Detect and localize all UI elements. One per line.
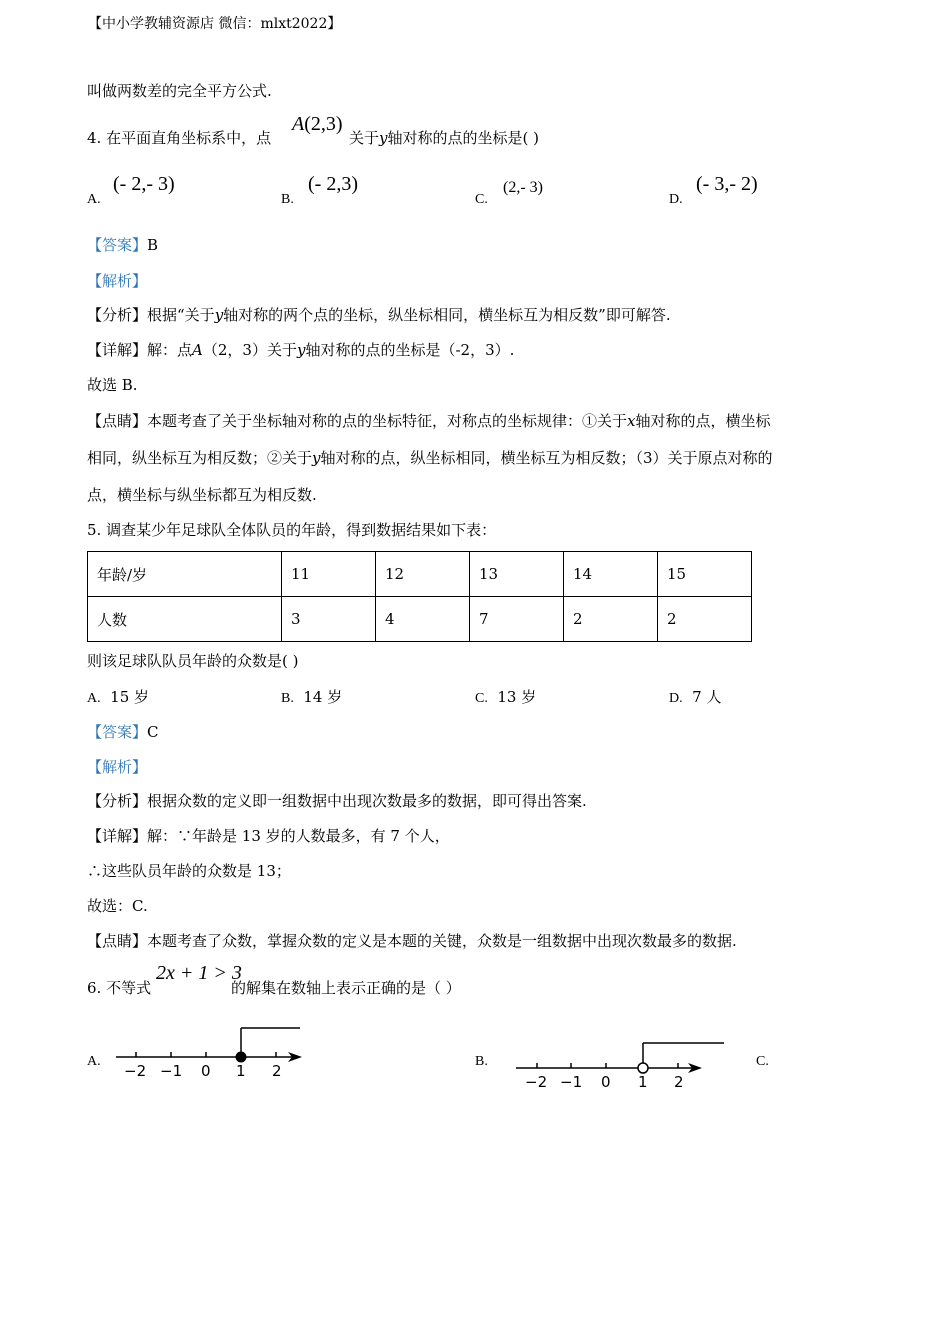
tick-label: 2 <box>272 1062 282 1080</box>
q4-stem <box>87 128 271 148</box>
q5-fenxi <box>87 791 587 811</box>
q4-note-line3: 点，横坐标与纵坐标都互为相反数. <box>87 486 317 504</box>
q6-inequality: 2x + 1 > 3 <box>156 962 242 984</box>
q4-note-line1 <box>87 411 771 431</box>
q6-stem-suffix: 的解集在数轴上表示正确的是（ ） <box>231 979 461 997</box>
q4-point-label: A <box>292 113 305 135</box>
table-cell: 2 <box>564 597 658 642</box>
option-letter: B. <box>281 691 294 706</box>
note-line1-var: x <box>627 412 636 430</box>
fenxi-text-a: 根据“关于 <box>147 306 215 324</box>
fenxi-text-b: 轴对称的两个点的坐标，纵坐标相同，横坐标互为相反数”即可解答. <box>223 306 671 324</box>
option-value: 13 岁 <box>497 688 537 706</box>
q5-analysis-tag: 【解析】 <box>87 758 148 776</box>
note-line2-var: y <box>312 449 321 467</box>
q5-note <box>87 931 737 951</box>
tick-label: −2 <box>525 1073 548 1091</box>
detail-tag: 【详解】 <box>87 827 148 845</box>
q5-stem: 5. 调查某少年足球队全体队员的年龄，得到数据结果如下表： <box>87 521 497 539</box>
tick-label: 2 <box>674 1073 684 1091</box>
q4-answer <box>87 235 158 255</box>
note-line1-b: 轴对称的点，横坐标 <box>635 412 771 430</box>
option-value: 15 岁 <box>110 688 150 706</box>
note-line1-a: 本题考查了关于坐标轴对称的点的坐标特征，对称点的坐标规律：①关于 <box>147 412 628 430</box>
table-cell: 12 <box>376 552 470 597</box>
tick-label: −1 <box>160 1062 183 1080</box>
tick-label: −1 <box>560 1073 583 1091</box>
q4-analysis-tag: 【解析】 <box>87 272 148 290</box>
detail-var: A <box>192 341 203 359</box>
q5-answer <box>87 722 159 742</box>
table-cell: 3 <box>282 597 376 642</box>
q4-option-d-letter: D. <box>669 192 683 207</box>
note-tag: 【点睛】 <box>87 932 148 950</box>
tick-label: 1 <box>236 1062 246 1080</box>
table-cell: 2 <box>658 597 752 642</box>
answer-tag: 【答案】 <box>87 723 148 741</box>
table-cell: 14 <box>564 552 658 597</box>
q5-choose: 故选：C. <box>87 897 148 915</box>
table-cell: 4 <box>376 597 470 642</box>
table-cell: 11 <box>282 552 376 597</box>
detail-var2: y <box>296 341 306 359</box>
option-letter: D. <box>669 691 683 706</box>
table-row <box>88 597 752 642</box>
q4-suffix-b: 轴对称的点的坐标是( ) <box>387 129 539 147</box>
q4-stem-suffix <box>349 128 539 148</box>
table-cell: 7 <box>470 597 564 642</box>
q6-option-a-number-line <box>110 1022 310 1082</box>
note-text: 本题考查了众数，掌握众数的定义是本题的关键，众数是一组数据中出现次数最多的数据. <box>147 932 737 950</box>
q4-option-b-value: (- 2,3) <box>308 173 358 195</box>
intro-tail: 叫做两数差的完全平方公式. <box>87 82 272 100</box>
q4-note-line2 <box>87 448 773 468</box>
q5-question: 则该足球队队员年龄的众数是( ) <box>87 652 299 670</box>
note-tag: 【点睛】 <box>87 412 148 430</box>
answer-tag: 【答案】 <box>87 236 148 254</box>
q6-option-c-letter: C. <box>756 1054 769 1069</box>
fenxi-var: y <box>214 306 224 324</box>
q5-therefore: ∴这些队员年龄的众数是 13； <box>87 862 291 880</box>
q5-option-a <box>87 687 149 709</box>
q4-option-d-value: (- 3,- 2) <box>696 173 758 195</box>
tick-label: 0 <box>201 1062 211 1080</box>
q4-option-c-letter: C. <box>475 192 488 207</box>
q6-stem-prefix: 6. 不等式 <box>87 979 152 997</box>
detail-text-a: 解：点 <box>147 341 193 359</box>
detail-text: 解：∵年龄是 13 岁的人数最多，有 7 个人， <box>147 827 450 845</box>
note-line2-b: 轴对称的点，纵坐标相同，横坐标互为相反数；（3）关于原点对称的 <box>320 449 773 467</box>
tick-label: −2 <box>124 1062 147 1080</box>
q4-detail <box>87 340 514 360</box>
q4-option-a-value: (- 2,- 3) <box>113 173 175 195</box>
option-value: 7 人 <box>692 688 722 706</box>
q4-point <box>292 114 343 134</box>
detail-text-c: 轴对称的点的坐标是（-2，3）. <box>305 341 515 359</box>
q5-detail <box>87 826 450 846</box>
page-header: 【中小学教辅资源店 微信：mlxt2022】 <box>88 16 342 32</box>
q4-option-b-letter: B. <box>281 192 294 207</box>
q4-option-a-letter: A. <box>87 192 101 207</box>
table-cell: 15 <box>658 552 752 597</box>
table-cell: 13 <box>470 552 564 597</box>
q4-point-coords: (2,3) <box>304 113 343 135</box>
fenxi-text: 根据众数的定义即一组数据中出现次数最多的数据，即可得出答案. <box>147 792 587 810</box>
q6-option-b-number-line <box>512 1036 727 1092</box>
note-line2-a: 相同，纵坐标互为相反数；②关于 <box>87 449 313 467</box>
q4-suffix-a: 关于 <box>349 129 380 147</box>
q5-option-d <box>669 687 721 709</box>
q4-stem-prefix: 4. 在平面直角坐标系中，点 <box>87 129 272 147</box>
q4-choose: 故选 B. <box>87 376 138 394</box>
answer-value: B <box>147 236 159 254</box>
q5-option-c <box>475 687 536 709</box>
q6-option-a-letter: A. <box>87 1054 101 1069</box>
option-letter: A. <box>87 691 101 706</box>
detail-text-b: （2，3）关于 <box>202 341 297 359</box>
option-letter: C. <box>475 691 488 706</box>
q5-option-b <box>281 687 342 709</box>
table-row <box>88 552 752 597</box>
q4-option-c-value: (2,- 3) <box>503 179 543 196</box>
table-cell: 人数 <box>88 597 282 642</box>
detail-tag: 【详解】 <box>87 341 148 359</box>
open-point <box>638 1063 648 1073</box>
closed-point <box>236 1052 246 1062</box>
q4-fenxi <box>87 305 671 325</box>
fenxi-tag: 【分析】 <box>87 792 148 810</box>
q4-var-y: y <box>379 129 388 147</box>
tick-label: 0 <box>601 1073 611 1091</box>
answer-value: C <box>147 723 159 741</box>
option-value: 14 岁 <box>303 688 343 706</box>
table-cell: 年龄/岁 <box>88 552 282 597</box>
tick-label: 1 <box>638 1073 648 1091</box>
age-table <box>87 551 752 642</box>
fenxi-tag: 【分析】 <box>87 306 148 324</box>
q6-option-b-letter: B. <box>475 1054 488 1069</box>
